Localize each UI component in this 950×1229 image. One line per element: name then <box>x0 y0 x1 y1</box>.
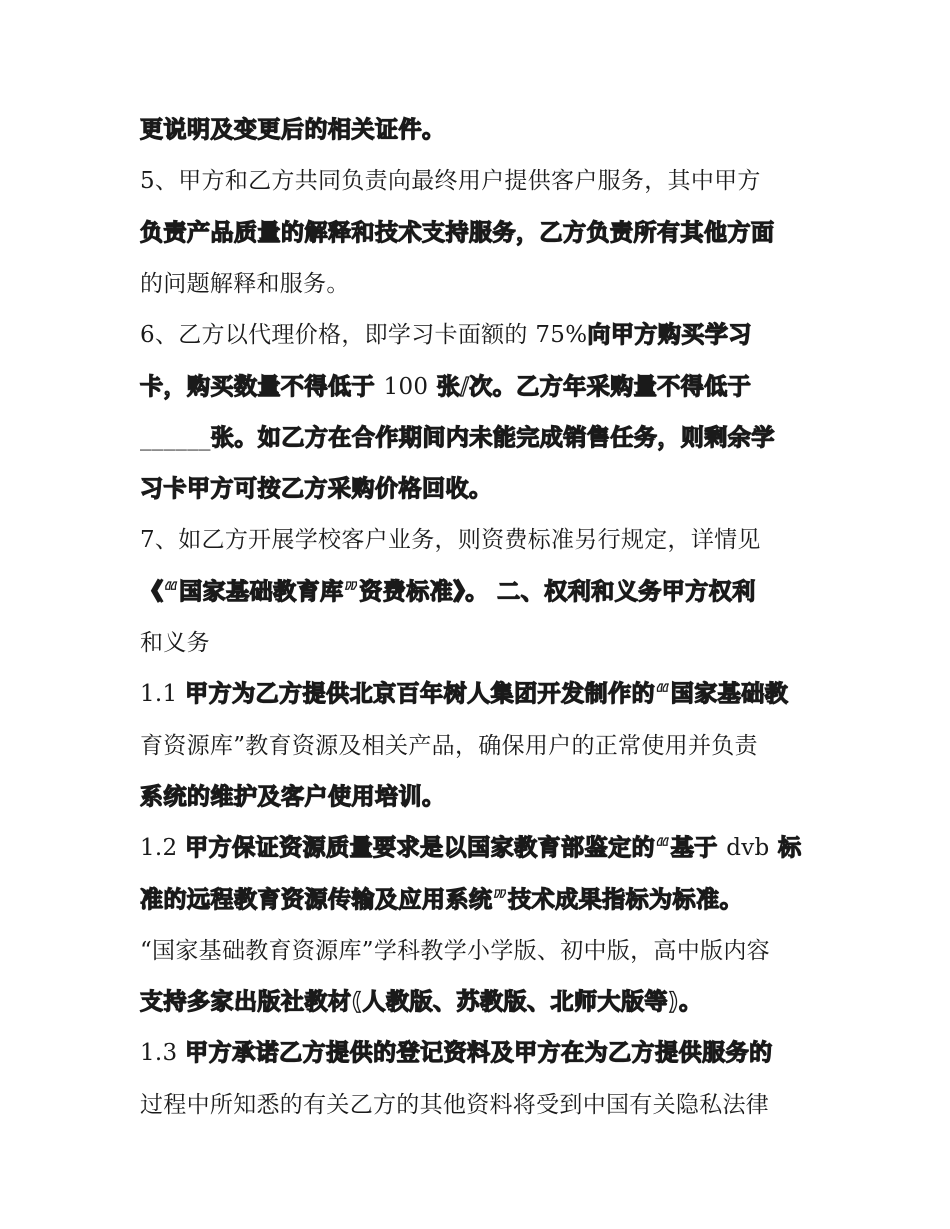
outlined-text-segment: 更说明及变更后的相关证件。 <box>140 117 446 143</box>
text-line <box>140 370 820 404</box>
outlined-text-segment: 甲方保证资源质量要求是以国家教育部鉴定的“基于 <box>185 835 727 862</box>
outlined-text-segment: 卡，购买数量不得低于 <box>140 373 384 400</box>
text-line <box>140 780 820 814</box>
outlined-text-segment: 甲方为乙方提供北京百年树人集团开发制作的“国家基础教 <box>185 681 789 708</box>
text-line <box>140 523 820 557</box>
text-line <box>140 421 820 455</box>
text-line <box>140 729 820 763</box>
text-segment: “国家基础教育资源库”学科教学小学版、初中版，高中版内容 <box>140 937 770 964</box>
text-line <box>140 626 820 660</box>
text-line <box>140 883 820 917</box>
text-line <box>140 677 820 711</box>
text-segment: 过程中所知悉的有关乙方的其他资料将受到中国有关隐私法律 <box>140 1091 770 1118</box>
outlined-text-segment: 张。如乙方在合作期间内未能完成销售任务，则剩余学 <box>210 424 775 451</box>
text-line <box>140 216 820 250</box>
outlined-text-segment: 支持多家出版社教材(人教版、苏教版、北师大版等)。 <box>140 989 703 1016</box>
text-line <box>140 985 820 1019</box>
text-segment: 5、甲方和乙方共同负责向最终用户提供客户服务，其中甲方 <box>140 168 761 195</box>
text-line <box>140 267 820 301</box>
text-line <box>140 1088 820 1122</box>
text-segment: 和义务 <box>140 630 210 656</box>
outlined-text-segment: 向甲方购买学习 <box>587 322 752 349</box>
text-segment: 7、如乙方开展学校客户业务，则资费标准另行规定，详情见 <box>140 527 761 554</box>
text-segment: 100 <box>383 373 429 400</box>
text-line <box>140 472 820 506</box>
outlined-text-segment: 负责产品质量的解释和技术支持服务，乙方负责所有其他方面 <box>140 219 775 246</box>
outlined-text-segment: 《“国家基础教育库”资费标准》。 二、权利和义务甲方权利 <box>140 578 756 605</box>
text-segment: 1.3 <box>140 1040 186 1067</box>
text-segment: dvb <box>726 835 770 862</box>
outlined-text-segment: 准的远程教育资源传输及应用系统”技术成果指标为标准。 <box>140 886 744 913</box>
text-line <box>140 164 820 198</box>
text-line <box>140 934 820 968</box>
outlined-text-segment: 甲方承诺乙方提供的登记资料及甲方在为乙方提供服务的 <box>185 1040 773 1067</box>
text-segment: 1.1 <box>140 681 186 708</box>
text-line <box>140 1036 820 1070</box>
outlined-text-segment: 张/次。乙方年采购量不得低于 <box>428 373 752 400</box>
outlined-text-segment: 系统的维护及客户使用培训。 <box>140 783 446 810</box>
outlined-text-segment: 标 <box>769 835 802 862</box>
text-segment: 育资源库”教育资源及相关产品，确保用户的正常使用并负责 <box>140 732 758 759</box>
text-segment: 6、乙方以代理价格，即学习卡面额的 75% <box>140 322 588 349</box>
text-segment: 1.2 <box>140 835 186 862</box>
text-line <box>140 575 820 609</box>
text-line <box>140 831 820 865</box>
text-line <box>140 318 820 352</box>
text-segment: 的问题解释和服务。 <box>140 270 350 297</box>
text-segment: ______ <box>140 424 211 451</box>
outlined-text-segment: 习卡甲方可按乙方采购价格回收。 <box>140 476 493 503</box>
text-line <box>140 113 820 147</box>
